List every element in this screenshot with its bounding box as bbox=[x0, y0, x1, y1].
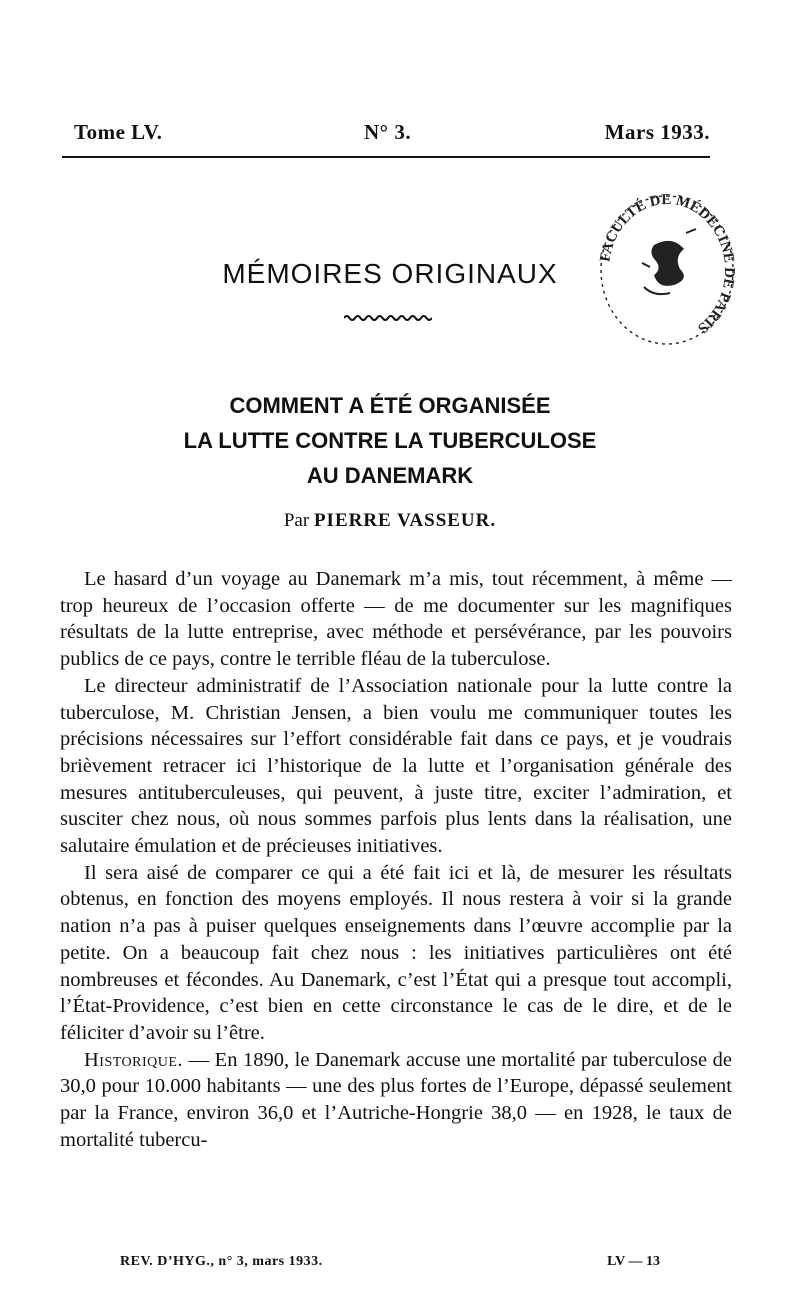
paragraph: Le directeur administratif de l’Association nationale pour la lutte contre la tuberculose, M. Christian Jensen, a bien voulu me communiquer toutes les précisions nécessaires sur l’effort considérable fait dans ce pays, et je voudrais brièvement retracer ici l’historique de la lutte et l’organisation générale des mesures antituberculeuses, qui peuvent, à juste titre, exciter l’admiration, et susciter chez nous, où nous sommes parfois plus lents dans la réalisation, une salutaire émulation et de précieuses initiatives. bbox=[60, 674, 732, 858]
paragraph-historique bbox=[60, 1047, 732, 1154]
section-heading: MÉMOIRES ORIGINAUX bbox=[222, 258, 558, 289]
title-line: LA LUTTE CONTRE LA TUBERCULOSE bbox=[183, 428, 597, 453]
article-title bbox=[120, 388, 660, 493]
title-line: COMMENT A ÉTÉ ORGANISÉE bbox=[229, 393, 551, 418]
volume-label: Tome LV. bbox=[74, 120, 163, 144]
paragraph: Il sera aisé de comparer ce qui a été fait ici et là, de mesurer les résultats obtenus, en fonction des moyens employés. Il nous restera à voir si la grande nation n’a pas à puiser quelques enseignements dans l’œuvre accomplie par la petite. On a beaucoup fait chez nous : les initiatives particulières ont été nombreuses et fécondes. Au Danemark, c’est l’État qui a presque tout accompli, l’État-Providence, c’est bien en cette circonstance le cas de le dire, et de le féliciter d’avoir su l’être. bbox=[60, 861, 732, 1044]
historique-text: — En 1890, le Danemark accuse une mortalité par tuberculose de 30,0 pour 10.000 habitants — une des plus fortes de l’Europe, dépassé seulement par la France, environ 36,0 et l’Autriche-Hongrie 38,0 — en 1928, le taux de mortalité tubercu- bbox=[60, 1048, 732, 1151]
issue-date: Mars 1933. bbox=[604, 120, 710, 144]
byline-prefix: Par bbox=[283, 510, 310, 531]
title-line: AU DANEMARK bbox=[306, 463, 474, 488]
footer-citation: REV. D’HYG., n° 3, mars 1933. bbox=[120, 1254, 323, 1269]
author-name: PIERRE VASSEUR. bbox=[313, 510, 497, 531]
issue-number: N° 3. bbox=[364, 120, 412, 144]
historique-label: Historique. bbox=[84, 1048, 184, 1071]
running-header bbox=[74, 120, 710, 150]
page-footer bbox=[120, 1254, 660, 1278]
page-number: LV — 13 bbox=[607, 1254, 660, 1269]
article-body bbox=[60, 566, 732, 1153]
stamp-lettering: FACULTÉ DE MÉDECINE DE PARIS bbox=[597, 191, 738, 337]
paragraph: Le hasard d’un voyage au Danemark m’a mis, tout récemment, à même — trop heureux de l’occasion offerte — de me documenter sur les magnifiques résultats de la lutte entreprise, avec méthode et persévérance, par les pouvoirs publics de ce pays, contre le terrible fléau de la tuberculose. bbox=[60, 568, 732, 671]
header-rule bbox=[62, 156, 710, 158]
ornament-rule bbox=[344, 313, 432, 323]
byline bbox=[150, 510, 630, 532]
